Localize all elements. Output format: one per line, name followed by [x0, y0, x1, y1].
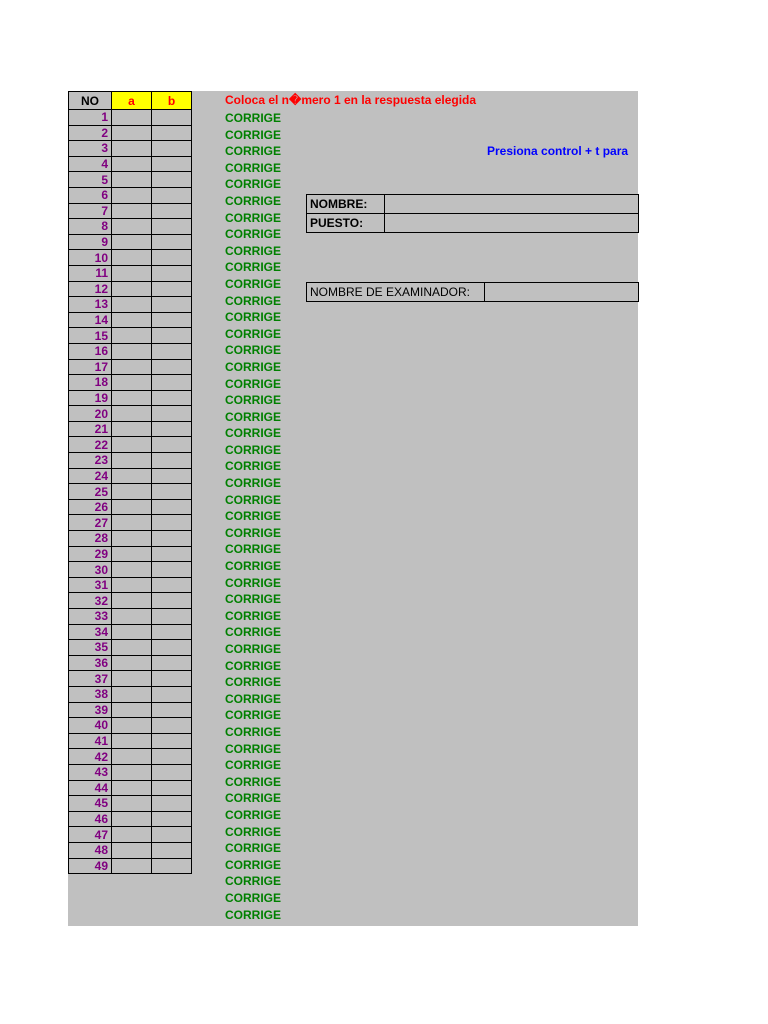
answer-cell-a[interactable] [112, 297, 152, 313]
question-number: 25 [69, 484, 112, 500]
answer-cell-a[interactable] [112, 655, 152, 671]
answer-cell-a[interactable] [112, 219, 152, 235]
question-number: 49 [69, 858, 112, 874]
answer-cell-b[interactable] [152, 655, 192, 671]
question-number: 26 [69, 499, 112, 515]
answer-cell-b[interactable] [152, 811, 192, 827]
answer-cell-b[interactable] [152, 702, 192, 718]
answer-cell-a[interactable] [112, 842, 152, 858]
table-row [69, 609, 192, 625]
answer-cell-b[interactable] [152, 187, 192, 203]
answer-cell-a[interactable] [112, 515, 152, 531]
question-number: 43 [69, 764, 112, 780]
nombre-label: NOMBRE: [307, 195, 385, 214]
question-number: 17 [69, 359, 112, 375]
answer-cell-b[interactable] [152, 390, 192, 406]
answer-cell-a[interactable] [112, 390, 152, 406]
answer-cell-a[interactable] [112, 468, 152, 484]
answer-cell-a[interactable] [112, 437, 152, 453]
answer-cell-a[interactable] [112, 141, 152, 157]
question-number: 34 [69, 624, 112, 640]
corrige-label: CORRIGE [225, 160, 282, 175]
corrige-label: CORRIGE [225, 426, 282, 441]
corrige-label: CORRIGE [225, 741, 282, 756]
question-number: 29 [69, 546, 112, 562]
puesto-row [307, 214, 639, 233]
answer-cell-b[interactable] [152, 343, 192, 359]
question-number: 33 [69, 609, 112, 625]
table-row [69, 297, 192, 313]
table-row [69, 577, 192, 593]
question-number: 6 [69, 187, 112, 203]
answer-cell-b[interactable] [152, 312, 192, 328]
answer-cell-b[interactable] [152, 219, 192, 235]
answer-cell-b[interactable] [152, 375, 192, 391]
corrige-label: CORRIGE [225, 260, 282, 275]
corrige-label: CORRIGE [225, 841, 282, 856]
answer-cell-b[interactable] [152, 421, 192, 437]
table-row [69, 156, 192, 172]
nombre-field[interactable] [385, 195, 639, 214]
instruction-text: Coloca el n�mero 1 en la respuesta elegida [225, 93, 477, 107]
table-row [69, 437, 192, 453]
question-number: 15 [69, 328, 112, 344]
question-number: 7 [69, 203, 112, 219]
answer-cell-a[interactable] [112, 577, 152, 593]
corrige-label: CORRIGE [225, 708, 282, 723]
answer-cell-a[interactable] [112, 609, 152, 625]
answer-cell-a[interactable] [112, 499, 152, 515]
answer-cell-b[interactable] [152, 110, 192, 126]
question-number: 47 [69, 827, 112, 843]
answer-cell-a[interactable] [112, 110, 152, 126]
question-number: 16 [69, 343, 112, 359]
answer-cell-b[interactable] [152, 265, 192, 281]
corrige-label: CORRIGE [225, 193, 282, 208]
answer-cell-b[interactable] [152, 562, 192, 578]
question-number: 13 [69, 297, 112, 313]
answer-cell-a[interactable] [112, 718, 152, 734]
answer-cell-b[interactable] [152, 780, 192, 796]
question-number: 44 [69, 780, 112, 796]
answer-cell-b[interactable] [152, 593, 192, 609]
table-row [69, 780, 192, 796]
corrige-label: CORRIGE [225, 807, 282, 822]
answer-cell-a[interactable] [112, 764, 152, 780]
corrige-label: CORRIGE [225, 376, 282, 391]
table-row [69, 250, 192, 266]
question-number: 38 [69, 686, 112, 702]
corrige-label: CORRIGE [225, 476, 282, 491]
table-row [69, 125, 192, 141]
answer-cell-b[interactable] [152, 468, 192, 484]
answer-cell-a[interactable] [112, 234, 152, 250]
table-row [69, 265, 192, 281]
answer-cell-a[interactable] [112, 281, 152, 297]
answer-cell-a[interactable] [112, 172, 152, 188]
answer-cell-a[interactable] [112, 780, 152, 796]
table-row [69, 671, 192, 687]
answer-cell-a[interactable] [112, 484, 152, 500]
table-row [69, 219, 192, 235]
table-row [69, 453, 192, 469]
corrige-label: CORRIGE [225, 127, 282, 142]
corrige-label: CORRIGE [225, 492, 282, 507]
table-row [69, 796, 192, 812]
answer-cell-a[interactable] [112, 593, 152, 609]
answer-cell-a[interactable] [112, 562, 152, 578]
question-number: 2 [69, 125, 112, 141]
answer-cell-a[interactable] [112, 733, 152, 749]
question-number: 27 [69, 515, 112, 531]
question-number: 5 [69, 172, 112, 188]
corrige-label: CORRIGE [225, 359, 282, 374]
question-number: 22 [69, 437, 112, 453]
answer-cell-a[interactable] [112, 156, 152, 172]
answer-cell-b[interactable] [152, 484, 192, 500]
answer-cell-b[interactable] [152, 203, 192, 219]
answer-cell-b[interactable] [152, 764, 192, 780]
corrige-label: CORRIGE [225, 509, 282, 524]
corrige-label: CORRIGE [225, 243, 282, 258]
answer-cell-a[interactable] [112, 624, 152, 640]
table-row [69, 624, 192, 640]
answer-cell-b[interactable] [152, 453, 192, 469]
examinador-field[interactable] [485, 283, 639, 302]
corrige-label: CORRIGE [225, 658, 282, 673]
table-row [69, 655, 192, 671]
question-number: 28 [69, 531, 112, 547]
corrige-label: CORRIGE [225, 675, 282, 690]
corrige-label: CORRIGE [225, 625, 282, 640]
corrige-label: CORRIGE [225, 608, 282, 623]
question-number: 14 [69, 312, 112, 328]
question-number: 31 [69, 577, 112, 593]
corrige-label: CORRIGE [225, 459, 282, 474]
answer-cell-a[interactable] [112, 546, 152, 562]
corrige-label: CORRIGE [225, 691, 282, 706]
corrige-label: CORRIGE [225, 227, 282, 242]
answer-cell-a[interactable] [112, 203, 152, 219]
answer-cell-a[interactable] [112, 265, 152, 281]
answer-cell-b[interactable] [152, 858, 192, 874]
corrige-label: CORRIGE [225, 874, 282, 889]
header-option-a: a [112, 92, 152, 110]
answer-cell-b[interactable] [152, 531, 192, 547]
question-number: 4 [69, 156, 112, 172]
question-number: 32 [69, 593, 112, 609]
candidate-info-table [306, 194, 639, 233]
answer-cell-b[interactable] [152, 577, 192, 593]
table-row [69, 499, 192, 515]
table-row [69, 484, 192, 500]
hint-text: Presiona control + t para [487, 144, 629, 158]
answer-cell-a[interactable] [112, 312, 152, 328]
question-number: 37 [69, 671, 112, 687]
question-number: 19 [69, 390, 112, 406]
table-row [69, 281, 192, 297]
table-row [69, 468, 192, 484]
corrige-label: CORRIGE [225, 559, 282, 574]
question-number: 9 [69, 234, 112, 250]
answer-cell-b[interactable] [152, 842, 192, 858]
question-number: 18 [69, 375, 112, 391]
question-number: 48 [69, 842, 112, 858]
table-row [69, 406, 192, 422]
answer-cell-b[interactable] [152, 250, 192, 266]
table-row [69, 733, 192, 749]
table-row [69, 390, 192, 406]
question-number: 23 [69, 453, 112, 469]
answer-cell-b[interactable] [152, 406, 192, 422]
answer-cell-b[interactable] [152, 686, 192, 702]
examinador-label: NOMBRE DE EXAMINADOR: [307, 283, 485, 302]
answer-cell-b[interactable] [152, 718, 192, 734]
corrige-label: CORRIGE [225, 774, 282, 789]
corrige-label: CORRIGE [225, 542, 282, 557]
question-number: 11 [69, 265, 112, 281]
answer-cell-a[interactable] [112, 531, 152, 547]
corrige-label: CORRIGE [225, 310, 282, 325]
table-row [69, 842, 192, 858]
corrige-label: CORRIGE [225, 144, 282, 159]
table-row [69, 515, 192, 531]
table-row [69, 312, 192, 328]
corrige-label: CORRIGE [225, 177, 282, 192]
answer-cell-a[interactable] [112, 343, 152, 359]
answer-cell-a[interactable] [112, 796, 152, 812]
table-row [69, 593, 192, 609]
answer-cell-b[interactable] [152, 796, 192, 812]
corrige-label: CORRIGE [225, 409, 282, 424]
corrige-label: CORRIGE [225, 326, 282, 341]
feedback-column [225, 110, 295, 923]
question-number: 20 [69, 406, 112, 422]
table-row [69, 141, 192, 157]
table-row [69, 546, 192, 562]
table-row [69, 359, 192, 375]
table-row [69, 749, 192, 765]
question-number: 1 [69, 110, 112, 126]
answer-cell-a[interactable] [112, 187, 152, 203]
answer-grid [68, 91, 192, 874]
answer-cell-a[interactable] [112, 421, 152, 437]
table-row [69, 764, 192, 780]
question-number: 45 [69, 796, 112, 812]
answer-cell-a[interactable] [112, 686, 152, 702]
answer-cell-b[interactable] [152, 671, 192, 687]
table-row [69, 827, 192, 843]
answer-cell-b[interactable] [152, 328, 192, 344]
answer-cell-b[interactable] [152, 609, 192, 625]
table-row [69, 686, 192, 702]
answer-cell-b[interactable] [152, 624, 192, 640]
corrige-label: CORRIGE [225, 824, 282, 839]
table-row [69, 640, 192, 656]
question-number: 39 [69, 702, 112, 718]
table-row [69, 343, 192, 359]
examinador-row [307, 283, 639, 302]
question-number: 46 [69, 811, 112, 827]
answer-cell-b[interactable] [152, 515, 192, 531]
corrige-label: CORRIGE [225, 890, 282, 905]
answer-cell-b[interactable] [152, 125, 192, 141]
answer-cell-a[interactable] [112, 328, 152, 344]
question-number: 3 [69, 141, 112, 157]
answer-cell-a[interactable] [112, 671, 152, 687]
question-number: 8 [69, 219, 112, 235]
answer-cell-a[interactable] [112, 406, 152, 422]
answer-cell-a[interactable] [112, 749, 152, 765]
corrige-label: CORRIGE [225, 111, 282, 125]
table-row [69, 531, 192, 547]
answer-cell-b[interactable] [152, 499, 192, 515]
answer-cell-b[interactable] [152, 297, 192, 313]
answer-cell-b[interactable] [152, 546, 192, 562]
examiner-info-table [306, 282, 639, 302]
grid-header-row [69, 92, 192, 110]
corrige-label: CORRIGE [225, 393, 282, 408]
question-number: 30 [69, 562, 112, 578]
table-row [69, 562, 192, 578]
question-number: 10 [69, 250, 112, 266]
question-number: 12 [69, 281, 112, 297]
answer-cell-a[interactable] [112, 125, 152, 141]
answer-cell-a[interactable] [112, 858, 152, 874]
corrige-label: CORRIGE [225, 724, 282, 739]
answer-cell-b[interactable] [152, 156, 192, 172]
answer-cell-b[interactable] [152, 640, 192, 656]
table-row [69, 375, 192, 391]
answer-cell-b[interactable] [152, 749, 192, 765]
table-row [69, 328, 192, 344]
question-number: 24 [69, 468, 112, 484]
corrige-label: CORRIGE [225, 276, 282, 291]
corrige-label: CORRIGE [225, 907, 282, 922]
answer-cell-b[interactable] [152, 827, 192, 843]
nombre-row [307, 195, 639, 214]
question-number: 21 [69, 421, 112, 437]
table-row [69, 172, 192, 188]
corrige-label: CORRIGE [225, 758, 282, 773]
table-row [69, 858, 192, 874]
answer-cell-a[interactable] [112, 811, 152, 827]
question-number: 40 [69, 718, 112, 734]
header-option-b: b [152, 92, 192, 110]
answer-cell-b[interactable] [152, 733, 192, 749]
corrige-label: CORRIGE [225, 525, 282, 540]
answer-cell-a[interactable] [112, 375, 152, 391]
answer-cell-a[interactable] [112, 827, 152, 843]
table-row [69, 718, 192, 734]
question-number: 36 [69, 655, 112, 671]
table-row [69, 187, 192, 203]
corrige-label: CORRIGE [225, 343, 282, 358]
answer-cell-b[interactable] [152, 437, 192, 453]
corrige-label: CORRIGE [225, 575, 282, 590]
corrige-label: CORRIGE [225, 592, 282, 607]
table-row [69, 702, 192, 718]
table-row [69, 110, 192, 126]
question-number: 41 [69, 733, 112, 749]
answer-cell-b[interactable] [152, 359, 192, 375]
corrige-label: CORRIGE [225, 210, 282, 225]
question-number: 42 [69, 749, 112, 765]
answer-cell-a[interactable] [112, 453, 152, 469]
table-row [69, 811, 192, 827]
corrige-label: CORRIGE [225, 293, 282, 308]
answer-cell-a[interactable] [112, 359, 152, 375]
corrige-label: CORRIGE [225, 791, 282, 806]
table-row [69, 421, 192, 437]
corrige-label: CORRIGE [225, 442, 282, 457]
table-row [69, 203, 192, 219]
answer-cell-a[interactable] [112, 250, 152, 266]
puesto-label: PUESTO: [307, 214, 385, 233]
question-number: 35 [69, 640, 112, 656]
answer-cell-b[interactable] [152, 281, 192, 297]
answer-cell-a[interactable] [112, 702, 152, 718]
header-no: NO [69, 92, 112, 110]
corrige-label: CORRIGE [225, 857, 282, 872]
answer-cell-b[interactable] [152, 141, 192, 157]
corrige-label: CORRIGE [225, 642, 282, 656]
table-row [69, 234, 192, 250]
puesto-field[interactable] [385, 214, 639, 233]
answer-cell-a[interactable] [112, 640, 152, 656]
answer-cell-b[interactable] [152, 172, 192, 188]
answer-cell-b[interactable] [152, 234, 192, 250]
